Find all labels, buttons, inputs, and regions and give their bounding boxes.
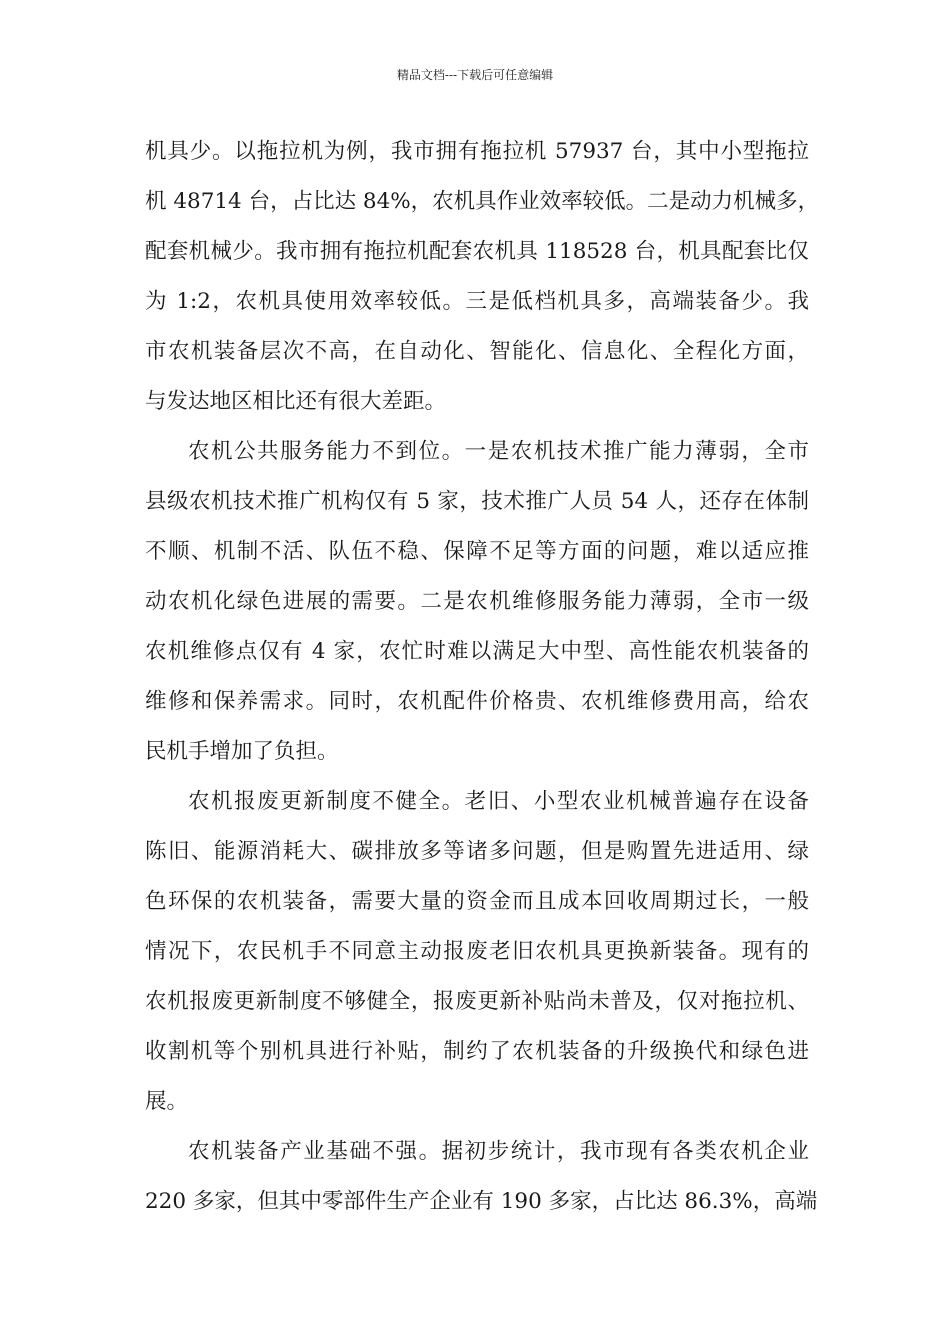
document-body (145, 127, 820, 1227)
text-line: 农机维修点仅有 4 家，农忙时难以满足大中型、高性能农机装备的 (145, 639, 809, 664)
text-line: 市农机装备层次不高，在自动化、智能化、信息化、全程化方面， (145, 339, 809, 364)
paragraph-machinery-structure (145, 127, 820, 427)
text-line: 农机报废更新制度不健全。老旧、小型农业机械普遍存在设备 (188, 789, 809, 814)
text-line: 情况下，农民机手不同意主动报废老旧农机具更换新装备。现有的 (145, 939, 809, 964)
text-line: 机具少。以拖拉机为例，我市拥有拖拉机 57937 台，其中小型拖拉 (145, 139, 809, 164)
text-line: 机 48714 台，占比达 84%，农机具作业效率较低。二是动力机械多， (145, 189, 820, 214)
paragraph-industry-foundation (145, 1127, 818, 1227)
text-line: 农机公共服务能力不到位。一是农机技术推广能力薄弱，全市 (188, 439, 809, 464)
text-line: 收割机等个别机具进行补贴，制约了农机装备的升级换代和绿色进 (145, 1039, 809, 1064)
page-header: 精品文档---下载后可任意编辑 (396, 68, 554, 82)
text-line: 民机手增加了负担。 (145, 739, 339, 764)
text-line: 维修和保养需求。同时，农机配件价格贵、农机维修费用高，给农 (145, 689, 809, 714)
paragraph-public-service (145, 427, 809, 777)
text-line: 配套机械少。我市拥有拖拉机配套农机具 118528 台，机具配套比仅 (145, 239, 809, 264)
paragraph-scrapping-system (145, 777, 809, 1127)
text-line: 为 1:2，农机具使用效率较低。三是低档机具多，高端装备少。我 (145, 289, 809, 314)
text-line: 220 多家，但其中零部件生产企业有 190 多家，占比达 86.3%，高端 (145, 1189, 818, 1214)
text-line: 展。 (145, 1089, 189, 1114)
text-line: 陈旧、能源消耗大、碳排放多等诸多问题，但是购置先进适用、绿 (145, 839, 809, 864)
text-line: 农机装备产业基础不强。据初步统计，我市现有各类农机企业 (188, 1139, 809, 1164)
text-line: 不顺、机制不活、队伍不稳、保障不足等方面的问题，难以适应推 (145, 539, 809, 564)
text-line: 县级农机技术推广机构仅有 5 家，技术推广人员 54 人，还存在体制 (145, 489, 809, 514)
text-line: 与发达地区相比还有很大差距。 (145, 389, 447, 414)
text-line: 农机报废更新制度不够健全，报废更新补贴尚未普及，仅对拖拉机、 (145, 989, 809, 1014)
text-line: 色环保的农机装备，需要大量的资金而且成本回收周期过长，一般 (145, 889, 809, 914)
text-line: 动农机化绿色进展的需要。二是农机维修服务能力薄弱，全市一级 (145, 589, 809, 614)
